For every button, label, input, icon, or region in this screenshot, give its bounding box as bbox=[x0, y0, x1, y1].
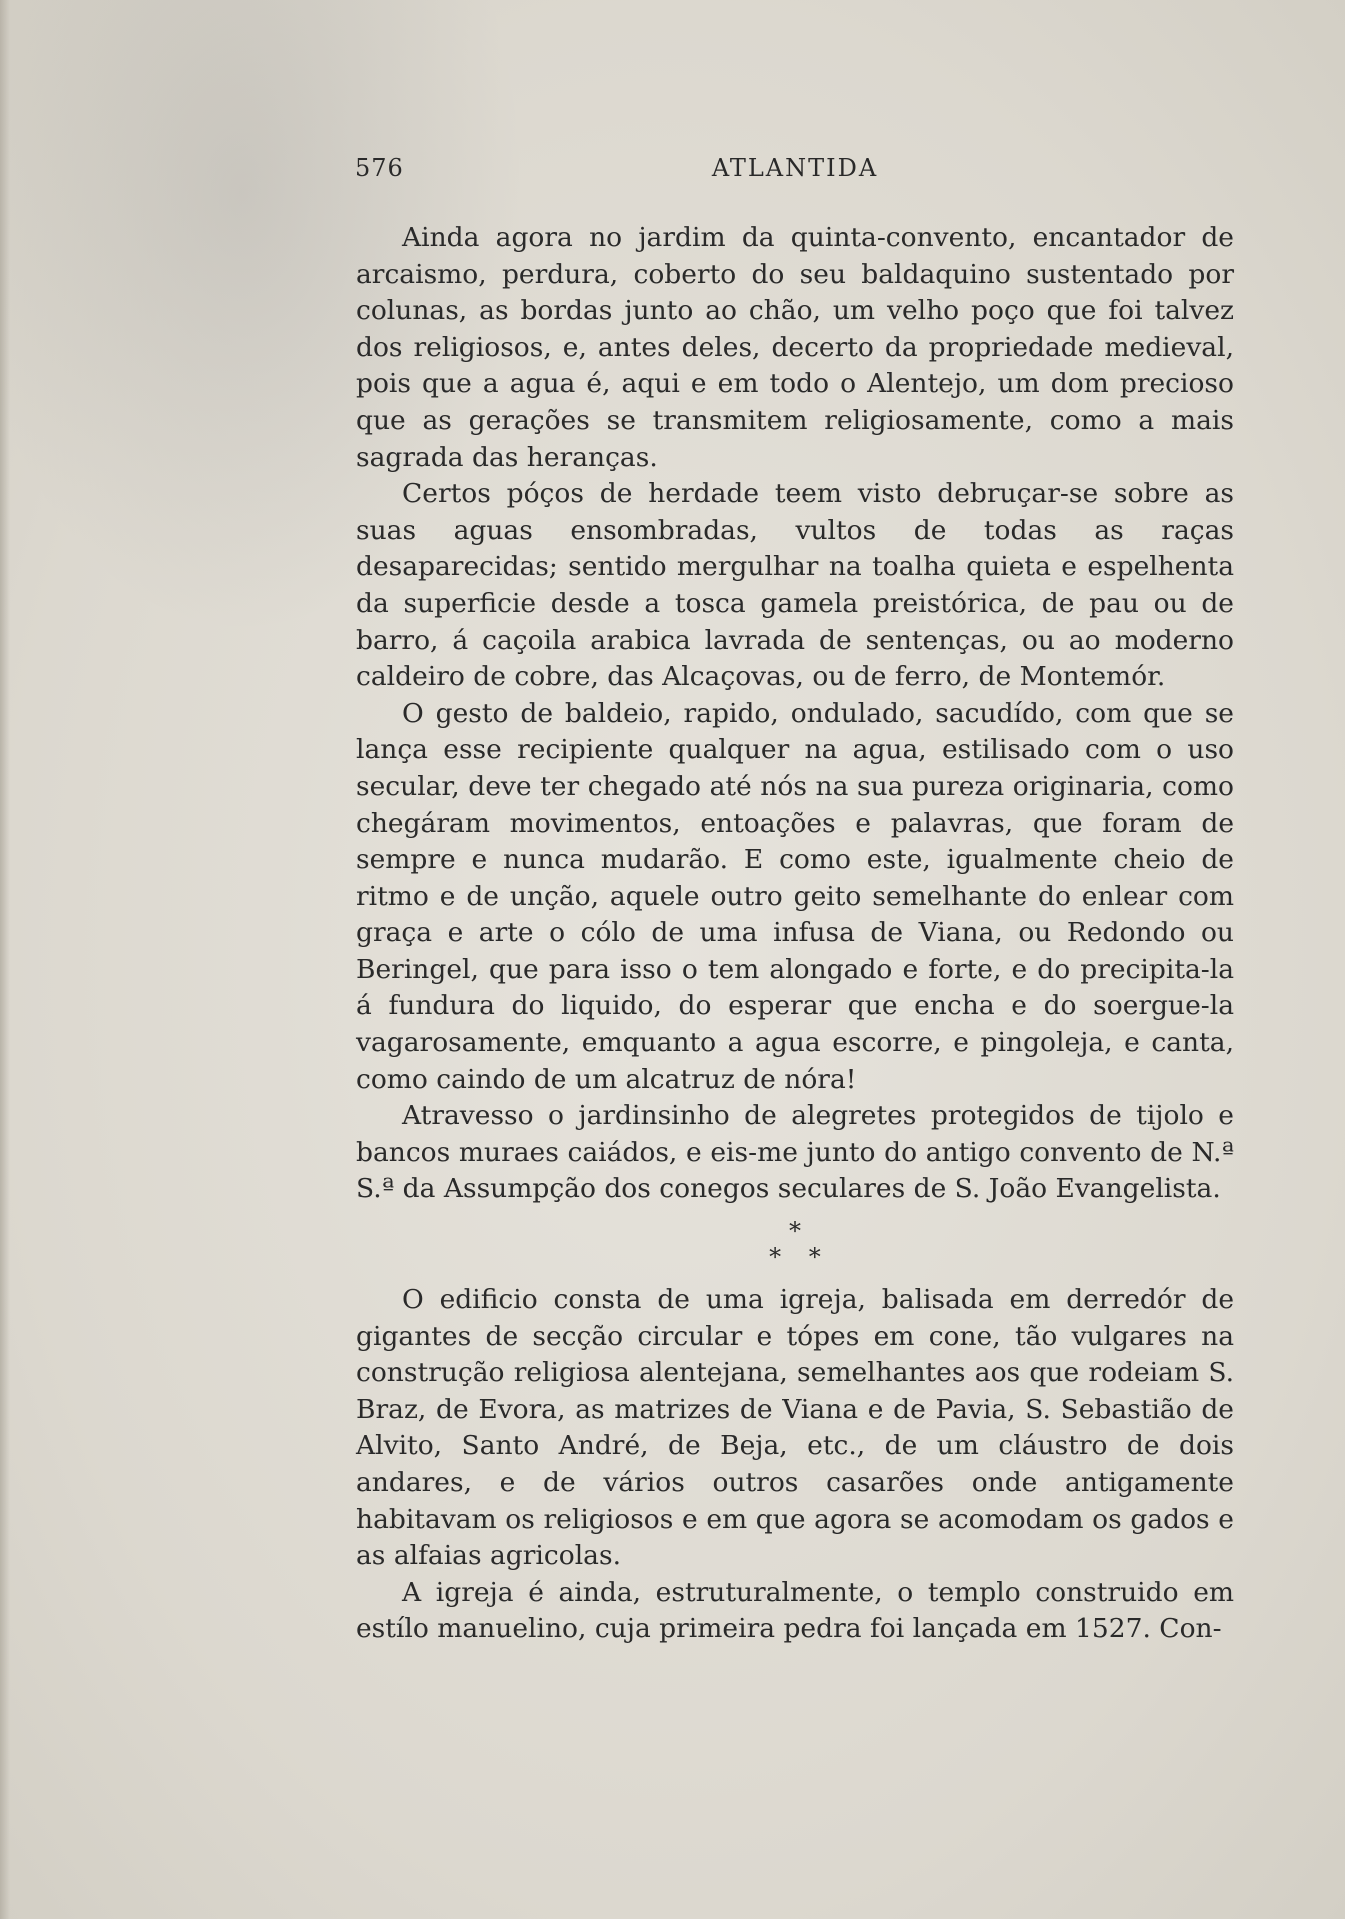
page-number: 576 bbox=[355, 154, 404, 182]
paragraph: O gesto de baldeio, rapido, ondulado, sacudído, com que se lança esse recipiente qualquer na agua, estilisado com o uso secular, deve ter chegado até nós na sua pureza originaria, como chegáram movimentos, entoações e palavras, que foram de sempre e nunca mudarão. E como este, igualmente cheio de ritmo e de unção, aquele outro geito semelhante do enlear com graça e arte o cólo de uma infusa de Viana, ou Redondo ou Beringel, que para isso o tem alongado e forte, e do precipita-la á fundura do liquido, do esperar que encha e do soergue-la vagarosamente, emquanto a agua escorre, e pingoleja, e canta, como caindo de um alcatruz de nóra! bbox=[356, 697, 1234, 1095]
section-break-asterism bbox=[356, 1208, 1234, 1282]
asterism-bottom-stars: * * bbox=[769, 1243, 831, 1272]
asterism-top-star: * bbox=[789, 1217, 801, 1246]
paragraph: Ainda agora no jardim da quinta-convento, encantador de arcaismo, perdura, coberto do seu baldaquino sustentado por colunas, as bordas junto ao chão, um velho poço que foi talvez dos religiosos, e, antes deles, decerto da propriedade medieval, pois que a agua é, aqui e em todo o Alentejo, um dom precioso que as gerações se transmitem religiosamente, como a mais sagrada das heranças. bbox=[356, 222, 1234, 473]
body-text bbox=[356, 220, 1234, 1648]
paragraph: Atravesso o jardinsinho de alegretes protegidos de tijolo e bancos muraes caiádos, e eis-me junto do antigo convento de N.ª S.ª da Assumpção dos conegos seculares de S. João Evangelista. bbox=[356, 1100, 1234, 1205]
paragraph: O edificio consta de uma igreja, balisada em derredór de gigantes de secção circular e tópes em cone, tão vulgares na construção religiosa alentejana, semelhantes aos que rodeiam S. Braz, de Evora, as matrizes de Viana e de Pavia, S. Sebastião de Alvito, Santo André, de Beja, etc., de um cláustro de dois andares, e de vários outros casarões onde antigamente habitavam os religiosos e em que agora se acomodam os gados e as alfaias agricolas. bbox=[356, 1284, 1234, 1572]
paragraph: A igreja é ainda, estruturalmente, o templo construido em estílo manuelino, cuja primeira pedra foi lançada em 1527. Con- bbox=[356, 1576, 1234, 1645]
journal-title: ATLANTIDA bbox=[711, 154, 879, 182]
page-edge-shadow bbox=[0, 0, 10, 1919]
running-head bbox=[355, 154, 1235, 190]
paragraph: Certos póços de herdade teem visto debruçar-se sobre as suas aguas ensombradas, vultos de todas as raças desaparecidas; sentido mergulhar na toalha quieta e espelhenta da superficie desde a tosca gamela preistórica, de pau ou de barro, á caçoila arabica lavrada de sentenças, ou ao moderno caldeiro de cobre, das Alcaçovas, ou de ferro, de Montemór. bbox=[356, 478, 1234, 693]
